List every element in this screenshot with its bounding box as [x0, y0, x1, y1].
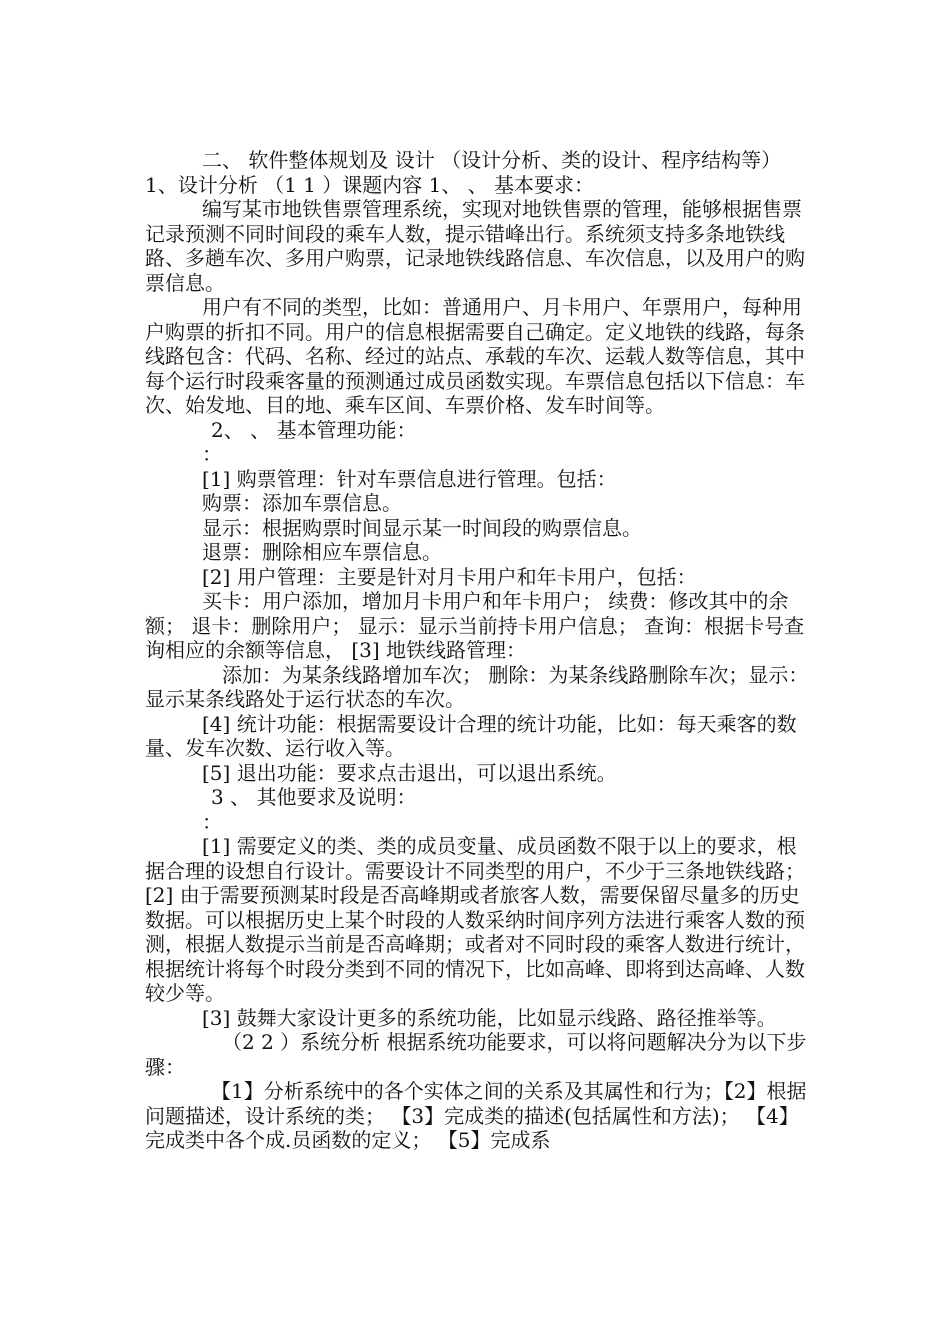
- list-item: 购票：添加车票信息。: [202, 491, 402, 515]
- paragraph: ：: [202, 442, 222, 466]
- section-heading: 二、 软件整体规划及 设计 （设计分析、类的设计、程序结构等） 1、设计分析 （1 1 ）课题内容 1、 、 基本要求：: [145, 148, 782, 197]
- list-item: 退票：删除相应车票信息。: [202, 540, 442, 564]
- list-item: [5] 退出功能：要求点击退出，可以退出系统。: [202, 760, 617, 785]
- list-item: 显示：根据购票时间显示某一时间段的购票信息。: [202, 515, 642, 540]
- list-item: [2] 用户管理：主要是针对月卡用户和年卡用户，包括：: [202, 564, 697, 589]
- paragraph: 添加：为某条线路增加车次； 删除：为某条线路删除车次；显示：显示某条线路处于运行状态的车次。: [145, 662, 809, 711]
- subheading: （2 2 ）系统分析 根据系统功能要求，可以将问题解决分为以下步骤：: [145, 1030, 807, 1079]
- paragraph: 用户有不同的类型，比如：普通用户、月卡用户、年票用户，每种用户购票的折扣不同。用户的信息根据需要自己确定。定义地铁的线路，每条线路包含：代码、名称、经过的站点、承载的车次、运载人数等信息，其中每个运行时段乘客量的预测通过成员函数实现。车票信息包括以下信息：车次、始发地、目的地、乘车区间、车票价格、发车时间等。: [145, 295, 805, 417]
- paragraph: ：: [202, 809, 222, 834]
- list-item: [1] 购票管理：针对车票信息进行管理。包括：: [202, 466, 617, 491]
- list-item: [4] 统计功能：根据需要设计合理的统计功能，比如：每天乘客的数量、发车次数、运行收入等。: [145, 711, 797, 760]
- paragraph: [3] 鼓舞大家设计更多的系统功能，比如显示线路、路径推举等。: [202, 1005, 777, 1030]
- subheading: 2、 、 基本管理功能：: [211, 417, 417, 442]
- paragraph: [1] 需要定义的类、类的成员变量、成员函数不限于以上的要求，根据合理的设想自行设计。需要设计不同类型的用户，不少于三条地铁线路； [2] 由于需要预测某时段是否高峰期或者旅客人数，需要保留尽量多的历史数据。可以根据历史上某个时段的人数采纳时间序列方法进行乘客人数的预测，根据人数提示当前是否高峰期；或者对不同时段的乘客人数进行统计，根据统计将每个时段分类到不同的情况下，比如高峰、即将到达高峰、人数较少等。: [145, 834, 805, 1005]
- paragraph: 编写某市地铁售票管理系统，实现对地铁售票的管理，能够根据售票记录预测不同时间段的乘车人数，提示错峰出行。系统须支持多条地铁线路、多趟车次、多用户购票，记录地铁线路信息、车次信息，以及用户的购票信息。: [145, 197, 805, 295]
- document-body: [145, 148, 810, 1153]
- subheading: 3 、 其他要求及说明：: [211, 785, 417, 809]
- paragraph: 【1】分析系统中的各个实体之间的关系及其属性和行为；【2】根据问题描述，设计系统的类； 【3】完成类的描述(包括属性和方法)； 【4】完成类中各个成.员函数的定义； 【5】完成系: [145, 1079, 807, 1152]
- paragraph: 买卡：用户添加，增加月卡用户和年卡用户； 续费：修改其中的余额； 退卡：删除用户； 显示：显示当前持卡用户信息； 查询：根据卡号查询相应的余额等信息， [3] 地铁线路管理：: [145, 589, 805, 662]
